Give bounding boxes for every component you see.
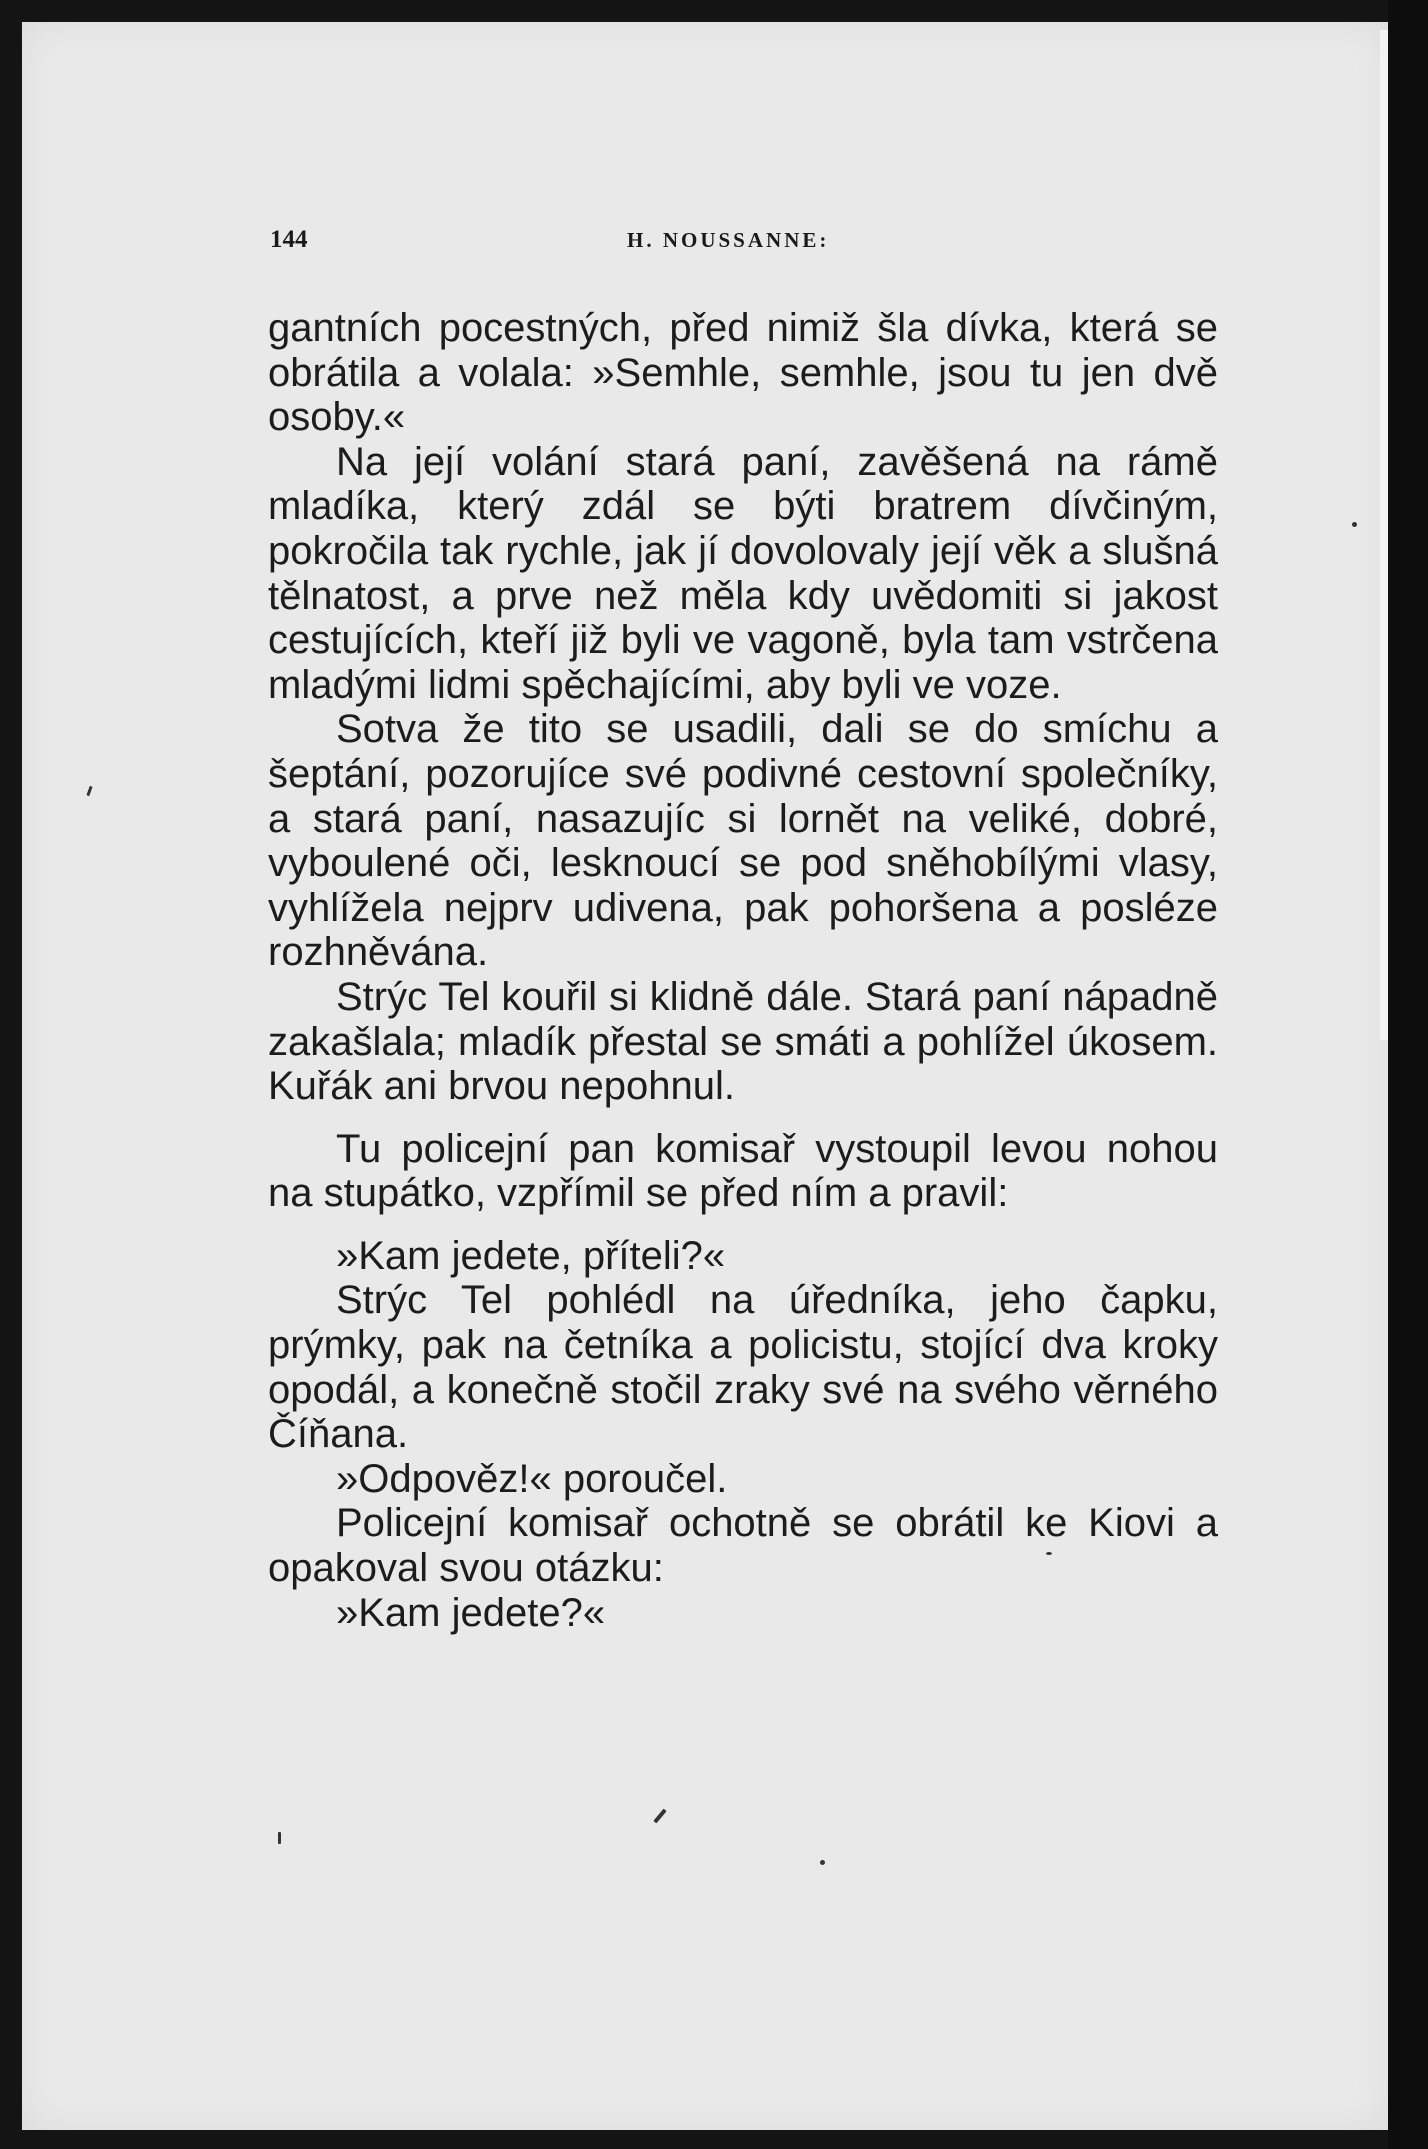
scan-edge-light (1380, 30, 1388, 1040)
page-header (270, 226, 1220, 266)
scan-speck (1352, 522, 1357, 527)
paragraph-1: gantních pocestných, před nimiž šla dívka, která se obrátila a volala: »Semhle, semhle, jsou tu jen dvě osoby.« (268, 306, 1218, 440)
page-number: 144 (270, 226, 308, 253)
paragraph-8: »Odpověz!« poroučel. (336, 1456, 728, 1501)
running-head: H. NOUSSANNE: (627, 228, 830, 252)
body-text (268, 306, 1218, 1635)
scan-edge-dark (1388, 0, 1428, 2149)
paragraph-9: Policejní komisař ochotně se obrátil ke Kiovi a opakoval svou otázku: (268, 1501, 1218, 1591)
paragraph-7: Strýc Tel pohlédl na úředníka, jeho čapku, prýmky, pak na četníka a policistu, stojící dva kroky opodál, a konečně stočil zraky své na svého věrného Číňana. (268, 1278, 1218, 1457)
scan-speck (278, 1832, 281, 1844)
paragraph-5: Tu policejní pan komisař vystoupil levou nohou na stupátko, vzpřímil se před ním a pravil: (268, 1126, 1218, 1216)
scan-speck (1046, 1552, 1052, 1555)
paragraph-2: Na její volání stará paní, zavěšená na rámě mladíka, který zdál se býti bratrem dívčiným, pokročila tak rychle, jak jí dovolovaly její věk a slušná tělnatost, a prve než měla kdy uvědomiti si jakost cestujících, kteří již byli ve vagoně, byla tam vstrčena mladými lidmi spěchajícími, aby byli ve voze. (268, 439, 1218, 707)
paragraph-3: Sotva že tito se usadili, dali se do smíchu a šeptání, pozorujíce své podivné cestovní společníky, a stará paní, nasazujíc si lornět na veliké, dobré, vyboulené oči, lesknoucí se pod sněhobílými vlasy, vyhlížela nejprv udivena, pak pohoršena a posléze rozhněvána. (268, 707, 1218, 975)
scan-speck (820, 1860, 825, 1865)
paragraph-10: »Kam jedete?« (336, 1590, 606, 1635)
paragraph-4: Strýc Tel kouřil si klidně dále. Stará paní nápadně zakašlala; mladík přestal se smáti a pohlížel úkosem. Kuřák ani brvou nepohnul. (268, 974, 1218, 1109)
paragraph-6: »Kam jedete, příteli?« (336, 1233, 726, 1278)
